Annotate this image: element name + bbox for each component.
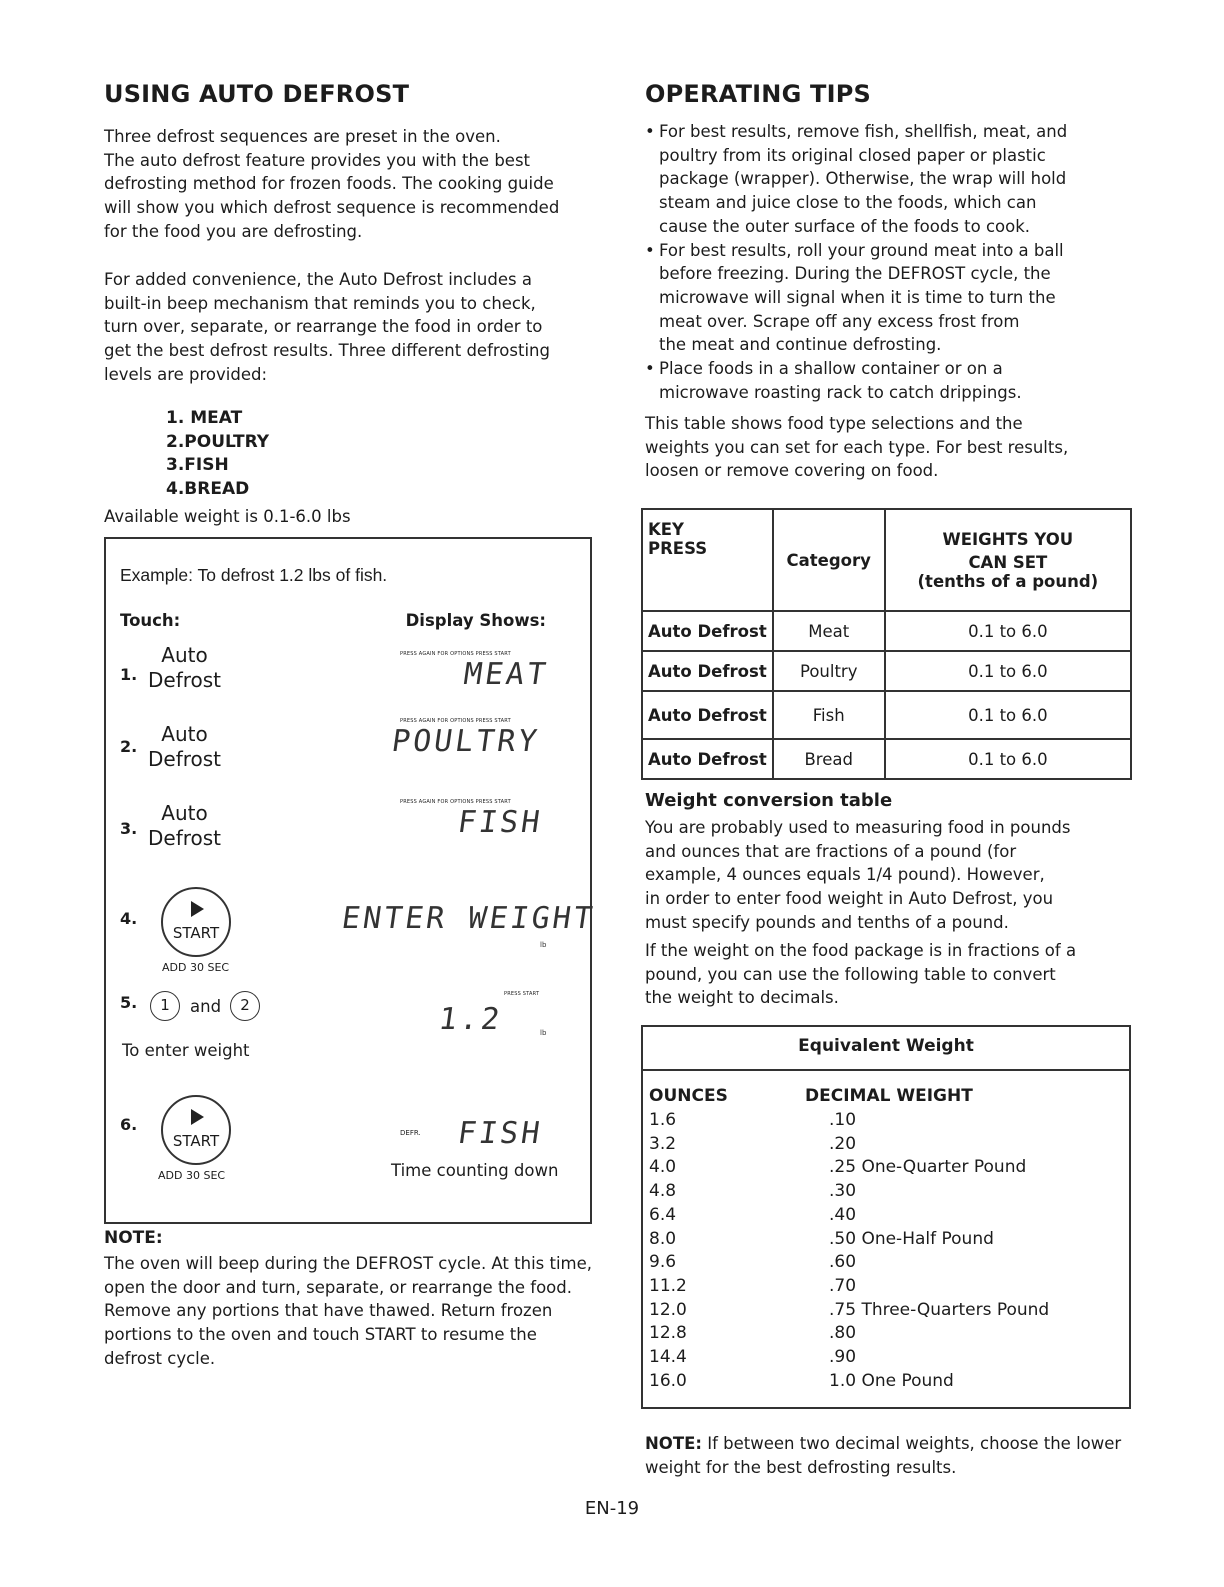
example-box xyxy=(104,537,598,1224)
text-line: poultry from its original closed paper or plastic xyxy=(659,145,1046,165)
text-line: cause the outer surface of the foods to cook. xyxy=(659,216,1031,236)
display-indicator: PRESS AGAIN FOR OPTIONS PRESS START xyxy=(400,799,511,805)
text-line: meat over. Scrape off any excess frost from xyxy=(659,311,1020,331)
text-line: The auto defrost feature provides you with the best xyxy=(104,150,531,170)
to-enter-weight: To enter weight xyxy=(122,1041,250,1060)
text-line: For added convenience, the Auto Defrost includes a xyxy=(104,270,532,289)
table-row xyxy=(642,651,1131,691)
step-number: 3. xyxy=(120,819,138,838)
number-2-button[interactable]: 2 xyxy=(230,991,260,1021)
note-text: If between two decimal weights, choose the lower xyxy=(701,1434,1122,1453)
add-30-sec-label: ADD 30 SEC xyxy=(162,961,230,974)
text-line: pound, you can use the following table to convert xyxy=(645,964,1056,984)
lb-indicator: lb xyxy=(540,941,547,949)
table-row xyxy=(642,691,1131,739)
decimal-value: .70 xyxy=(829,1275,857,1296)
decimal-value: .10 xyxy=(829,1110,857,1130)
text-line: microwave roasting rack to catch drippings. xyxy=(659,382,1022,402)
step-number: 6. xyxy=(120,1115,138,1134)
text-line: steam and juice close to the foods, which can xyxy=(659,193,1037,213)
ounces-value: 1.6 xyxy=(649,1110,677,1130)
play-icon xyxy=(191,901,204,917)
ounces-value: 14.4 xyxy=(649,1347,687,1368)
number-1-button[interactable]: 1 xyxy=(150,991,180,1021)
touch-header: Touch: xyxy=(120,611,181,630)
text-line: microwave will signal when it is time to turn the xyxy=(659,287,1056,307)
text-line: the weight to decimals. xyxy=(645,988,839,1008)
decimal-value: .25 One-Quarter Pound xyxy=(829,1157,1027,1178)
text-line: If the weight on the food package is in fractions of a xyxy=(645,941,1077,960)
decimal-value: .40 xyxy=(829,1204,857,1225)
key-label: Defrost xyxy=(148,668,222,692)
display-poultry: POULTRY xyxy=(389,724,542,759)
text-line: the meat and continue defrosting. xyxy=(659,335,942,355)
ounces-value: 4.8 xyxy=(649,1181,677,1202)
text-line: loosen or remove covering on food. xyxy=(645,461,939,481)
step-number: 4. xyxy=(120,909,138,928)
decimal-value: .90 xyxy=(829,1347,857,1368)
display-meat: MEAT xyxy=(461,657,551,692)
text-line: package (wrapper). Otherwise, the wrap will hold xyxy=(659,169,1067,189)
category-cell: Bread xyxy=(773,739,885,779)
display-fish: FISH xyxy=(455,805,545,840)
table-row xyxy=(642,611,1131,651)
defrost-weights-table xyxy=(641,508,1132,780)
ounces-column-header: OUNCES xyxy=(649,1086,728,1106)
key-label: Auto xyxy=(161,801,208,825)
decimal-value: .30 xyxy=(829,1181,857,1202)
start-label: START xyxy=(172,1132,220,1150)
step-number: 5. xyxy=(120,993,138,1012)
key-cell: Auto Defrost xyxy=(642,651,773,691)
auto-defrost-title: USING AUTO DEFROST xyxy=(104,80,410,108)
auto-defrost-key xyxy=(148,643,221,693)
text-line: portions to the oven and touch START to resume the xyxy=(104,1325,537,1345)
page-number: EN-19 xyxy=(584,1498,640,1519)
category-cell: Fish xyxy=(773,691,885,739)
text-line: • Place foods in a shallow container or on a xyxy=(659,359,1003,379)
level-item: 4.BREAD xyxy=(166,478,250,499)
bottom-note xyxy=(645,1432,1121,1480)
text-line: defrosting method for frozen foods. The cooking guide xyxy=(104,174,554,194)
header-text: WEIGHTS YOU xyxy=(942,529,1074,549)
auto-defrost-key xyxy=(148,722,221,772)
key-label: Defrost xyxy=(148,747,222,771)
category-cell: Poultry xyxy=(773,651,885,691)
add-30-sec-label: ADD 30 SEC xyxy=(158,1169,226,1182)
step-number: 1. xyxy=(120,665,138,684)
table-intro xyxy=(645,412,1068,483)
decimal-list xyxy=(829,1109,1049,1393)
intro-paragraph xyxy=(104,125,559,244)
text-line: get the best defrost results. Three different defrosting xyxy=(104,341,550,361)
ounces-value: 12.0 xyxy=(649,1299,687,1320)
key-label: Defrost xyxy=(148,826,222,850)
header-text: CAN SET xyxy=(968,552,1048,572)
start-button[interactable] xyxy=(161,887,231,957)
text-line: open the door and turn, separate, or rearrange the food. xyxy=(104,1277,572,1297)
text-line: for the food you are defrosting. xyxy=(104,221,363,241)
text-line: before freezing. During the DEFROST cycle, the xyxy=(659,264,1051,284)
weight-conversion-title: Weight conversion table xyxy=(645,790,893,811)
category-cell: Meat xyxy=(773,611,885,651)
level-item: 3.FISH xyxy=(166,455,229,475)
header-weights xyxy=(885,509,1131,611)
display-fish: FISH xyxy=(455,1116,545,1151)
equivalent-weight-table xyxy=(641,1025,1131,1409)
available-weight: Available weight is 0.1-6.0 lbs xyxy=(104,507,351,526)
display-header: Display Shows: xyxy=(405,611,546,630)
table-header-row xyxy=(642,509,1131,611)
key-cell: Auto Defrost xyxy=(642,691,773,739)
press-start-indicator: PRESS START xyxy=(504,991,540,997)
text-line: and ounces that are fractions of a pound (for xyxy=(645,841,1017,861)
header-text: (tenths of a pound) xyxy=(917,571,1099,591)
decimal-value: .60 xyxy=(829,1252,857,1273)
display-indicator: PRESS AGAIN FOR OPTIONS PRESS START xyxy=(400,651,511,657)
text-line: This table shows food type selections and the xyxy=(645,414,1023,433)
convenience-paragraph xyxy=(104,268,550,387)
header-text: PRESS xyxy=(648,539,708,558)
text-line: Three defrost sequences are preset in the oven. xyxy=(104,127,501,146)
ounces-value: 3.2 xyxy=(649,1133,677,1154)
text-line: weights you can set for each type. For best results, xyxy=(645,437,1069,457)
level-item: 1. MEAT xyxy=(166,408,243,428)
text-line: • For best results, remove fish, shellfish, meat, and xyxy=(659,122,1068,141)
ounces-value: 11.2 xyxy=(649,1275,687,1296)
tip-item xyxy=(645,120,1067,239)
key-cell: Auto Defrost xyxy=(642,611,773,651)
time-counting-down: Time counting down xyxy=(391,1161,559,1180)
example-title: Example: To defrost 1.2 lbs of fish. xyxy=(120,565,388,585)
play-icon xyxy=(191,1109,204,1125)
weight-cell: 0.1 to 6.0 xyxy=(885,651,1131,691)
tips-list xyxy=(645,120,1067,404)
key-label: Auto xyxy=(161,722,208,746)
start-label: START xyxy=(172,924,220,942)
lb-indicator: lb xyxy=(540,1029,547,1037)
note-label: NOTE: xyxy=(645,1434,702,1453)
ounces-value: 4.0 xyxy=(649,1157,677,1178)
tip-item xyxy=(645,239,1067,358)
note-text: weight for the best defrosting results. xyxy=(645,1458,957,1477)
decimal-value: .50 One-Half Pound xyxy=(829,1228,994,1249)
text-line: turn over, separate, or rearrange the food in order to xyxy=(104,317,543,337)
level-item: 2.POULTRY xyxy=(166,431,270,452)
and-label: and xyxy=(190,997,222,1016)
decimal-column-header: DECIMAL WEIGHT xyxy=(805,1086,973,1106)
text-line: • For best results, roll your ground meat into a ball xyxy=(659,240,1064,260)
weight-cell: 0.1 to 6.0 xyxy=(885,691,1131,739)
display-enter-weight: ENTER WEIGHT xyxy=(339,901,598,936)
operating-tips-title: OPERATING TIPS xyxy=(645,80,871,108)
decimal-value: .80 xyxy=(829,1323,857,1344)
ounces-value: 9.6 xyxy=(649,1252,677,1273)
defr-indicator: DEFR. xyxy=(400,1129,421,1137)
step-number: 2. xyxy=(120,737,138,756)
weight-cell: 0.1 to 6.0 xyxy=(885,739,1131,779)
weight-cell: 0.1 to 6.0 xyxy=(885,611,1131,651)
start-button[interactable] xyxy=(161,1095,231,1165)
note-title: NOTE: xyxy=(104,1228,163,1248)
defrost-levels-list xyxy=(166,407,269,501)
decimal-value: 1.0 One Pound xyxy=(829,1370,954,1391)
text-line: levels are provided: xyxy=(104,364,268,384)
ounces-value: 16.0 xyxy=(649,1370,687,1391)
equivalent-weight-header: Equivalent Weight xyxy=(643,1027,1129,1071)
ounces-value: 12.8 xyxy=(649,1323,687,1344)
key-cell: Auto Defrost xyxy=(642,739,773,779)
ounces-value: 6.4 xyxy=(649,1204,677,1225)
text-line: will show you which defrost sequence is recommended xyxy=(104,198,560,218)
text-line: Remove any portions that have thawed. Return frozen xyxy=(104,1301,553,1321)
display-weight: 1.2 xyxy=(436,1002,505,1037)
text-line: You are probably used to measuring food in pounds xyxy=(645,818,1071,837)
text-line: example, 4 ounces equals 1/4 pound). However, xyxy=(645,865,1045,885)
table-row xyxy=(642,739,1131,779)
text-line: built-in beep mechanism that reminds you to check, xyxy=(104,293,536,313)
ounces-list xyxy=(649,1109,687,1393)
note-paragraph xyxy=(104,1252,592,1371)
weight-conversion-paragraph xyxy=(645,816,1070,935)
text-line: The oven will beep during the DEFROST cycle. At this time, xyxy=(104,1254,593,1273)
auto-defrost-key xyxy=(148,801,221,851)
header-text: KEY xyxy=(648,520,685,539)
text-line: must specify pounds and tenths of a pound. xyxy=(645,912,1009,932)
display-indicator: PRESS AGAIN FOR OPTIONS PRESS START xyxy=(400,718,511,724)
header-category: Category xyxy=(773,509,885,611)
ounces-value: 8.0 xyxy=(649,1228,677,1249)
decimal-value: .75 Three-Quarters Pound xyxy=(829,1299,1050,1320)
text-line: in order to enter food weight in Auto Defrost, you xyxy=(645,889,1054,909)
tip-item xyxy=(645,357,1067,404)
key-label: Auto xyxy=(161,643,208,667)
text-line: defrost cycle. xyxy=(104,1348,216,1368)
header-key-press xyxy=(642,509,773,611)
decimal-value: .20 xyxy=(829,1133,857,1154)
conversion-instructions xyxy=(645,939,1076,1010)
